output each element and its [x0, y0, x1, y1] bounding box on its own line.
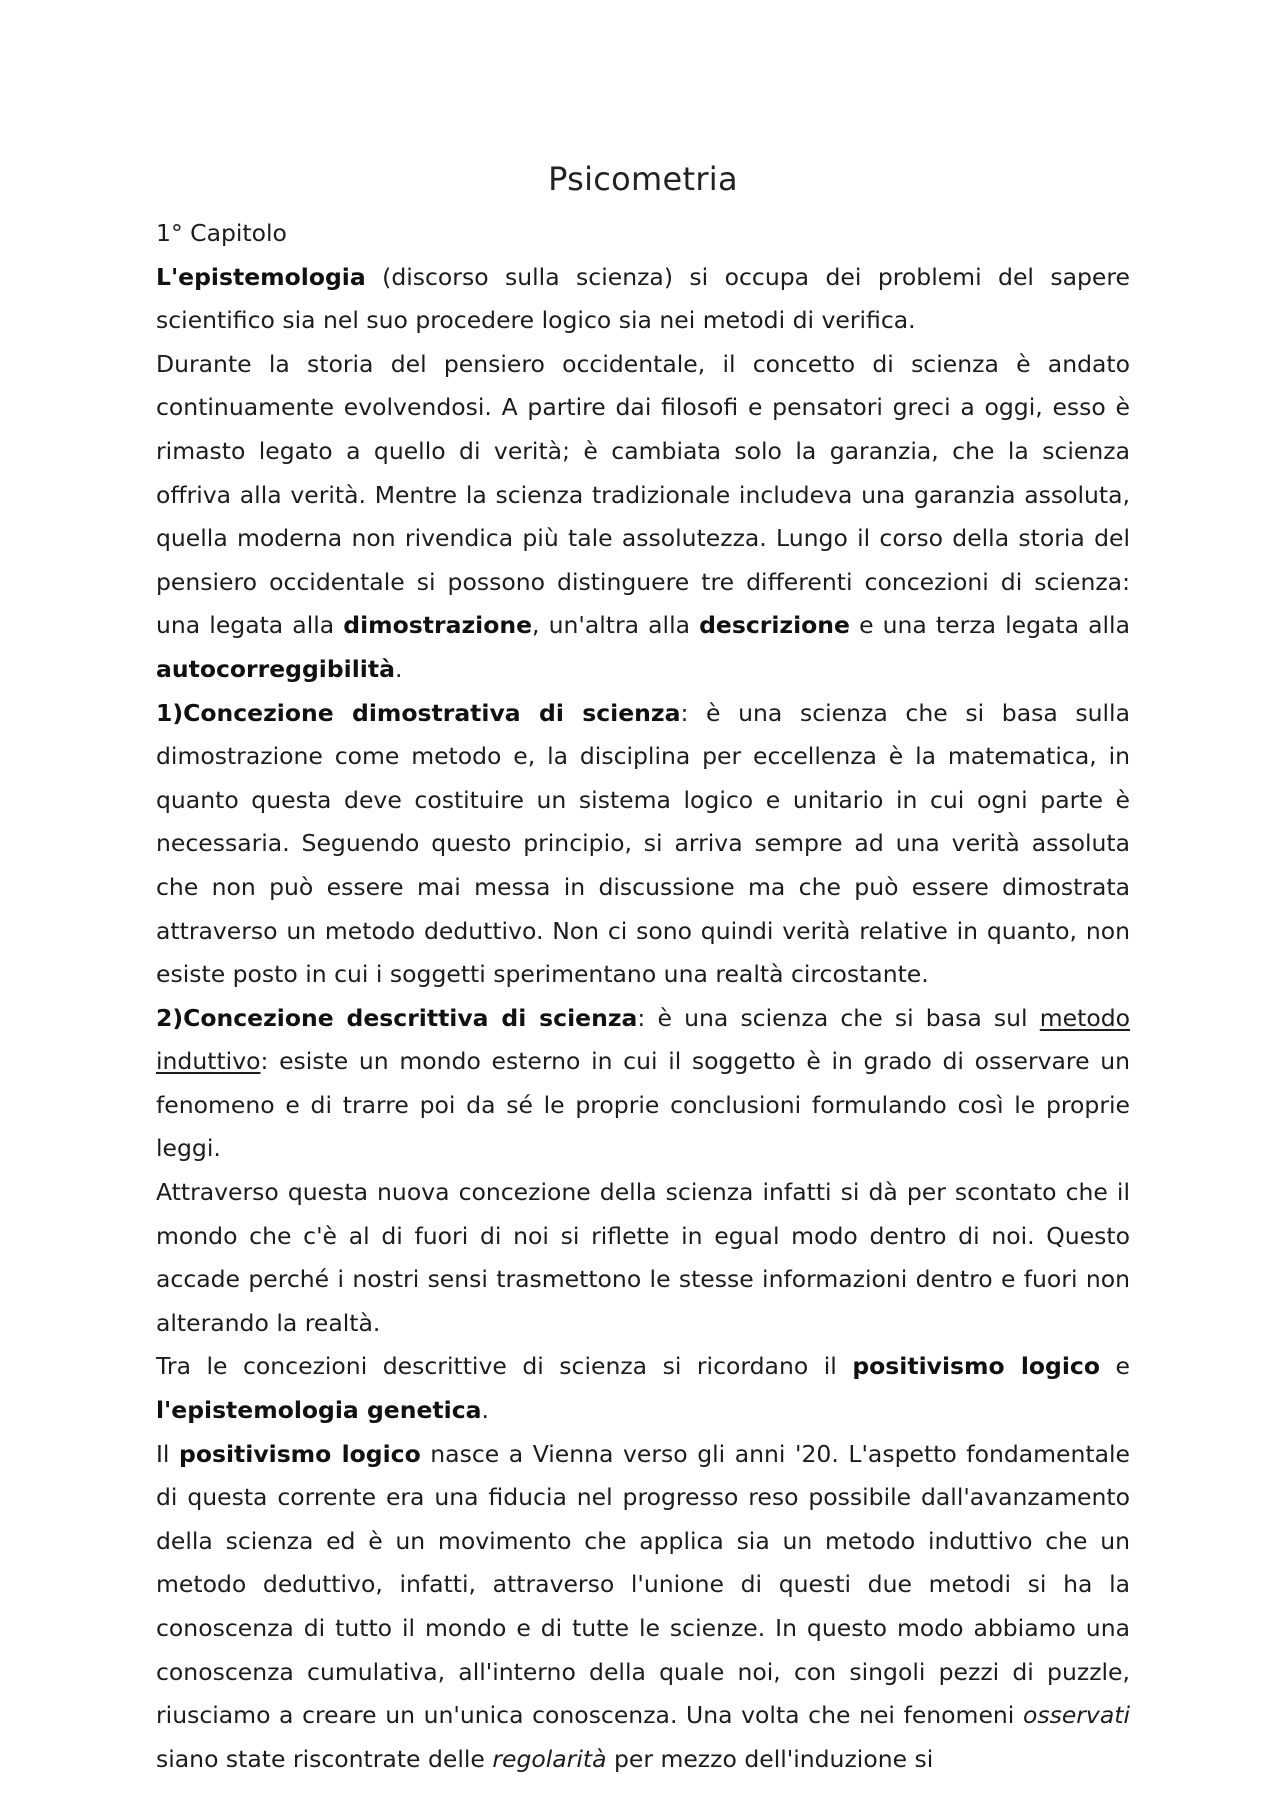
document-title: Psicometria — [548, 160, 738, 198]
paragraph-text: . — [394, 654, 403, 683]
underlined-term-inductive-method: metodo induttivo — [156, 1003, 1131, 1076]
paragraph-descriptive — [156, 997, 1130, 1171]
document-page — [156, 160, 1130, 1781]
paragraph-text: e una terza legata alla — [849, 611, 1130, 640]
paragraph-text: : esiste un mondo esterno in cui il soggetto è in grado di osservare un fenomeno e di trarre poi da sé le proprie conclusioni formulando così le proprie leggi. — [156, 1047, 1130, 1163]
paragraph-demonstrative — [156, 692, 1130, 997]
paragraph-new-conception: Attraverso questa nuova concezione della scienza infatti si dà per scontato che il mondo che c'è al di fuori di noi si riflette in egual modo dentro di noi. Questo accade perché i nostri sensi trasmettono le stesse informazioni dentro e fuori non alterando la realtà. — [156, 1178, 1130, 1337]
paragraph-epistemology — [156, 256, 1130, 343]
term-dimostrazione: dimostrazione — [343, 611, 533, 640]
paragraph-text: per mezzo dell'induzione si — [606, 1744, 934, 1773]
paragraph-logical-positivism — [156, 1433, 1130, 1782]
term-descrizione: descrizione — [699, 611, 850, 640]
term-epistemology: L'epistemologia — [156, 262, 366, 291]
paragraph-history — [156, 343, 1130, 692]
chapter-heading: 1° Capitolo — [156, 219, 287, 247]
paragraph-text: : è una scienza che si basa sul — [637, 1003, 1040, 1032]
paragraph-text: e — [1100, 1352, 1130, 1381]
paragraph-text: (discorso sulla scienza) si occupa dei problemi del sapere scientifico sia nel suo procedere logico sia nei metodi di verifica. — [156, 262, 1130, 335]
section-heading-descriptive: 2)Concezione descrittiva di scienza — [156, 1003, 638, 1032]
paragraph-text: . — [481, 1396, 489, 1425]
paragraph-text: siano state riscontrate delle — [156, 1744, 493, 1773]
italic-term-regolarita: regolarità — [492, 1744, 607, 1773]
paragraph-text: Il — [156, 1439, 180, 1468]
section-heading-demonstrative: 1)Concezione dimostrativa di scienza — [156, 698, 681, 727]
term-positivismo-logico: positivismo logico — [852, 1352, 1101, 1381]
paragraph-text: nasce a Vienna verso gli anni '20. L'aspetto fondamentale di questa corrente era una fiducia nel progresso reso possibile dall'avanzamento della scienza ed è un movimento che applica sia un metodo induttivo che un metodo deduttivo, infatti, attraverso l'unione di questi due metodi si ha la conoscenza di tutto il mondo e di tutte le scienze. In questo modo abbiamo una conoscenza cumulativa, all'interno della quale noi, con singoli pezzi di puzzle, riusciamo a creare un un'unica conoscenza. Una volta che nei fenomeni — [156, 1439, 1131, 1730]
paragraph-descriptive-examples — [156, 1345, 1130, 1432]
term-autocorreggibilita: autocorreggibilità — [156, 654, 395, 683]
term-epistemologia-genetica: l'epistemologia genetica — [156, 1396, 482, 1425]
italic-term-osservati: osservati — [1022, 1701, 1130, 1730]
paragraph-text: Durante la storia del pensiero occidentale, il concetto di scienza è andato continuamente evolvendosi. A partire dai filosofi e pensatori greci a oggi, esso è rimasto legato a quello di verità; è cambiata solo la garanzia, che la scienza offriva alla verità. Mentre la scienza tradizionale includeva una garanzia assoluta, quella moderna non rivendica più tale assolutezza. Lungo il corso della storia del pensiero occidentale si possono distinguere tre differenti concezioni di scienza: una legata alla — [156, 349, 1130, 640]
paragraph-text: : è una scienza che si basa sulla dimostrazione come metodo e, la disciplina per eccellenza è la matematica, in quanto questa deve costituire un sistema logico e unitario in cui ogni parte è necessaria. Seguendo questo principio, si arriva sempre ad una verità assoluta che non può essere mai messa in discussione ma che può essere dimostrata attraverso un metodo deduttivo. Non ci sono quindi verità relative in quanto, non esiste posto in cui i soggetti sperimentano una realtà circostante. — [156, 698, 1130, 989]
term-positivismo-logico-2: positivismo logico — [179, 1439, 421, 1468]
paragraph-text: , un'altra alla — [532, 611, 700, 640]
paragraph-text: Tra le concezioni descrittive di scienza si ricordano il — [156, 1352, 853, 1381]
